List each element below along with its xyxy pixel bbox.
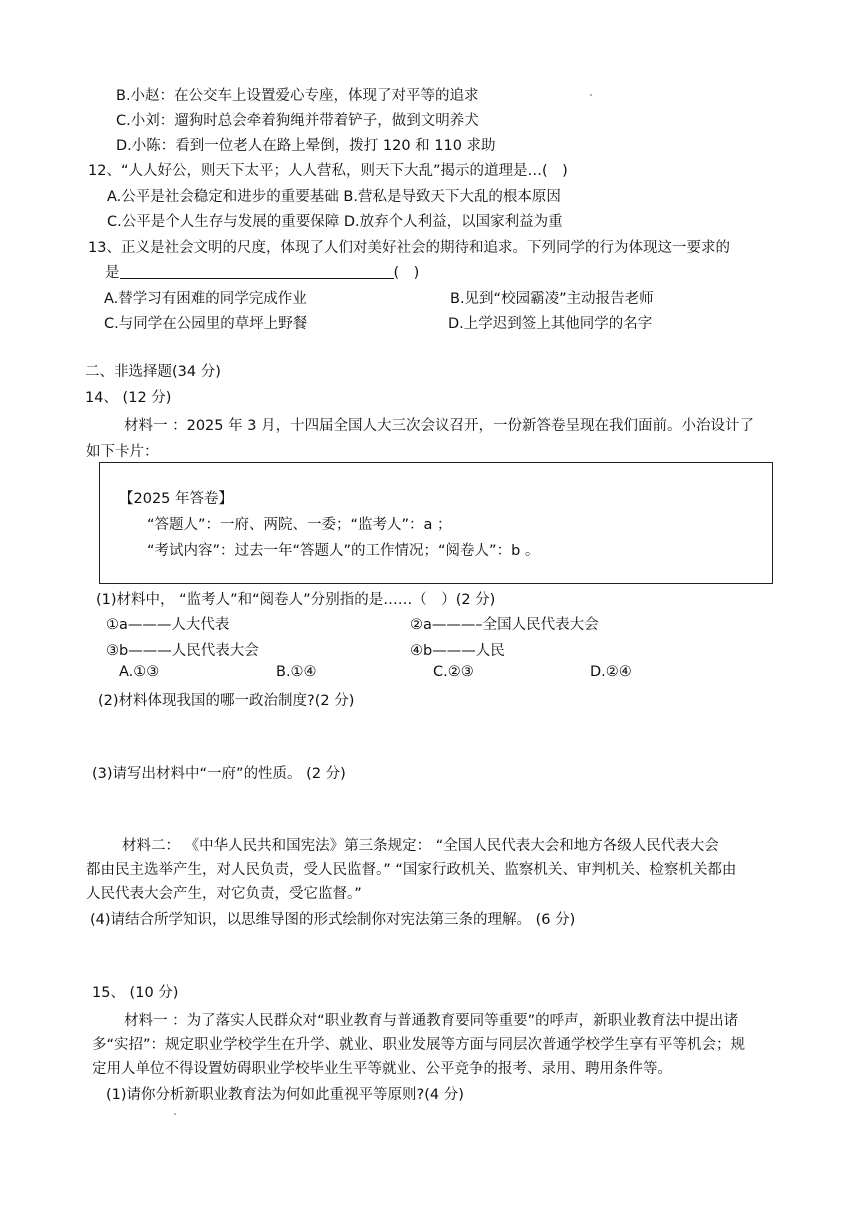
- q14-sub1-item3: ③b———人民代表大会: [106, 643, 259, 659]
- q14-choice-c: C.②③: [433, 664, 474, 680]
- q14-sub1-item4: ④b———人民: [410, 643, 505, 659]
- card-line1: “答题人”：一府、两院、一委；“监考人”：a ；: [147, 517, 452, 533]
- card-title: 【2025 年答卷】: [119, 491, 234, 507]
- q14-sub1-item1: ①a———人大代表: [106, 617, 230, 633]
- q14-choice-d: D.②④: [590, 664, 632, 680]
- q15-material1-line3: 定用人单位不得设置妨碍职业学校毕业生平等就业、公平竞争的报考、录用、聘用条件等。: [92, 1061, 672, 1077]
- q13-option-c: C.与同学在公园里的草坪上野餐: [104, 316, 308, 332]
- q15-header: 15、 (10 分): [92, 985, 179, 1001]
- q13-option-d: D.上学迟到签上其他同学的名字: [448, 316, 653, 332]
- q14-material2-line1: 材料二： 《中华人民共和国宪法》第三条规定： “全国人民代表大会和地方各级人民代表大会: [122, 838, 719, 854]
- q13-stem-prefix: 是: [105, 265, 120, 281]
- q14-material2-line3: 人民代表大会产生，对它负责，受它监督。”: [86, 886, 362, 902]
- q14-material2-line2: 都由民主选举产生，对人民负责，受人民监督。” “国家行政机关、监察机关、审判机关、检察机关都由: [86, 862, 737, 878]
- q14-material1-line2: 如下卡片：: [86, 444, 159, 460]
- card-line2: “考试内容”：过去一年“答题人”的工作情况；“阅卷人”：b 。: [147, 543, 540, 559]
- q15-sub1: (1)请你分析新职业教育法为何如此重视平等原则?(4 分): [106, 1087, 464, 1103]
- q14-material1-line1: 材料一 ：2025 年 3 月，十四届全国人大三次会议召开，一份新答卷呈现在我们面前。小治设计了: [124, 418, 755, 434]
- q12-options-row1: A.公平是社会稳定和进步的重要基础 B.营私是导致天下大乱的根本原因: [107, 189, 561, 205]
- q14-header: 14、 (12 分): [85, 390, 172, 406]
- q13-stem-suffix: ( ): [393, 265, 420, 281]
- q13-option-a: A.替学习有困难的同学完成作业: [104, 291, 307, 307]
- scan-speck: [590, 94, 592, 96]
- q11-option-d: D.小陈：看到一位老人在路上晕倒，拨打 120 和 110 求助: [116, 138, 496, 154]
- q13-stem-continuation: [105, 263, 419, 283]
- q15-material1-line2: 多“实招”：规定职业学校学生在升学、就业、职业发展等方面与同层次普通学校学生享有平等机会；规: [92, 1037, 746, 1053]
- section-title: 二、非选择题(34 分): [85, 364, 221, 380]
- q14-sub4: (4)请结合所学知识，以思维导图的形式绘制你对宪法第三条的理解。 (6 分): [90, 912, 576, 928]
- q12-options-row2: C.公平是个人生存与发展的重要保障 D.放弃个人利益，以国家利益为重: [107, 214, 563, 230]
- q11-option-b: B.小赵：在公交车上设置爱心专座，体现了对平等的追求: [116, 88, 479, 104]
- q14-sub1: (1)材料中， “监考人”和“阅卷人”分别指的是……（ ）(2 分): [96, 592, 496, 608]
- q14-sub2: (2)材料体现我国的哪一政治制度?(2 分): [98, 693, 355, 709]
- q14-sub3: (3)请写出材料中“一府”的性质。 (2 分): [92, 766, 346, 782]
- q14-choice-a: A.①③: [119, 664, 160, 680]
- q14-sub1-item2: ②a———–全国人民代表大会: [410, 617, 599, 633]
- q12-stem: 12、“人人好公，则天下太平；人人营私，则天下大乱”揭示的道理是…( ): [88, 163, 568, 179]
- q13-stem: 13、正义是社会文明的尺度，体现了人们对美好社会的期待和追求。下列同学的行为体现这一要求的: [88, 240, 730, 256]
- q14-choice-b: B.①④: [276, 664, 317, 680]
- q11-option-c: C.小刘：遛狗时总会牵着狗绳并带着铲子，做到文明养犬: [116, 113, 479, 129]
- answer-blank: [120, 264, 394, 279]
- scan-speck: [174, 1113, 176, 1115]
- q13-option-b: B.见到“校园霸凌”主动报告老师: [450, 291, 654, 307]
- q15-material1-line1: 材料一 ：为了落实人民群众对“职业教育与普通教育要同等重要”的呼声，新职业教育法中提出诸: [124, 1013, 739, 1029]
